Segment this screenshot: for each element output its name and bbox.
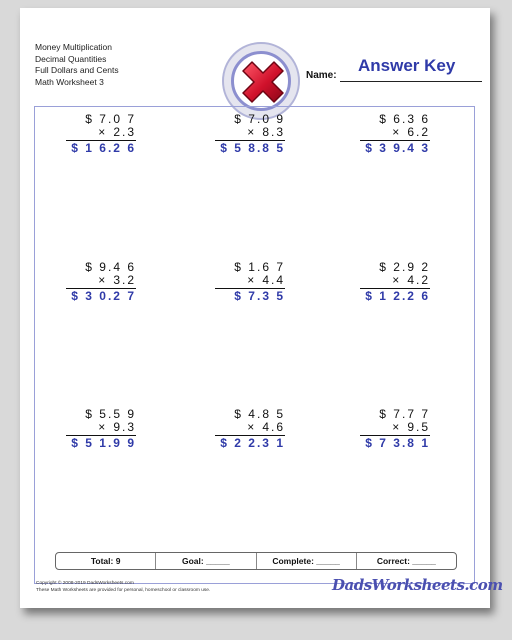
answer: $ 1 2.2 6: [365, 289, 430, 303]
multiplicand: $ 4.8 5: [234, 407, 285, 421]
multiplier-row: [66, 126, 136, 141]
name-underline: [340, 81, 482, 82]
dadsworksheets-logo: DadsWorksheets.com: [332, 576, 503, 594]
answer: $ 3 0.2 7: [71, 289, 136, 303]
complete-cell: Complete: _____: [257, 553, 357, 569]
problem-5: [215, 261, 285, 304]
problem-2: [215, 113, 285, 156]
name-field: [306, 56, 484, 82]
multiplier: 2.3: [113, 125, 136, 139]
multiplier-row: [215, 421, 285, 436]
multiplicand: $ 2.9 2: [379, 260, 430, 274]
total-cell: Total: 9: [56, 553, 156, 569]
multiplier: 4.4: [262, 273, 285, 287]
multiplier: 4.6: [262, 420, 285, 434]
multiplier: 3.2: [113, 273, 136, 287]
copyright-line: These Math Worksheets are provided for personal, homeschool or classroom use.: [36, 587, 211, 593]
score-footer: [55, 552, 457, 570]
title-line: Full Dollars and Cents: [35, 65, 119, 75]
multiply-operator: ×: [98, 273, 106, 287]
multiply-operator: ×: [392, 125, 400, 139]
answer: $ 5 1.9 9: [71, 436, 136, 450]
problem-9: [360, 408, 430, 451]
multiplicand: $ 9.4 6: [85, 260, 136, 274]
multiplier: 6.2: [407, 125, 430, 139]
title-line: Math Worksheet 3: [35, 76, 104, 87]
multiplier: 8.3: [262, 125, 285, 139]
multiply-operator: ×: [247, 420, 255, 434]
multiply-operator: ×: [247, 273, 255, 287]
multiplier: 9.3: [113, 420, 136, 434]
answer: $ 1 6.2 6: [71, 141, 136, 155]
title-line: Decimal Quantities: [35, 53, 107, 64]
worksheet-title: [35, 42, 119, 88]
multiplier-row: [66, 274, 136, 289]
multiplier-row: [360, 274, 430, 289]
multiplicand: $ 6.3 6: [379, 112, 430, 126]
multiplier-row: [360, 421, 430, 436]
problem-8: [215, 408, 285, 451]
problem-3: [360, 113, 430, 156]
answer: $ 2 2.3 1: [220, 436, 285, 450]
goal-cell: Goal: _____: [156, 553, 256, 569]
multiplicand: $ 7.0 9: [234, 112, 285, 126]
problem-7: [66, 408, 136, 451]
multiply-operator: ×: [247, 125, 255, 139]
red-x-icon: [237, 56, 289, 108]
multiplier-row: [360, 126, 430, 141]
multiplier: 4.2: [407, 273, 430, 287]
worksheet-page: [20, 8, 503, 608]
title-line: Money Multiplication: [35, 42, 113, 52]
answer: $ 3 9.4 3: [365, 141, 430, 155]
copyright-line: Copyright © 2008-2019 DadsWorksheets.com: [36, 581, 134, 586]
problem-6: [360, 261, 430, 304]
copyright-notice: [36, 581, 210, 594]
multiply-operator: ×: [98, 420, 106, 434]
multiplier-row: [215, 274, 285, 289]
multiplicand: $ 1.6 7: [234, 260, 285, 274]
multiplicand: $ 7.0 7: [85, 112, 136, 126]
multiplier-row: [215, 126, 285, 141]
multiplicand: $ 5.5 9: [85, 407, 136, 421]
correct-cell: Correct: _____: [376, 556, 436, 566]
problems-frame: [34, 106, 475, 584]
problem-4: [66, 261, 136, 304]
answer: $ 5 8.8 5: [220, 141, 285, 155]
multiplier-row: [66, 421, 136, 436]
multiplicand: $ 7.7 7: [379, 407, 430, 421]
multiplier: 9.5: [407, 420, 430, 434]
answer: $ 7 3.8 1: [365, 436, 430, 450]
problem-1: [66, 113, 136, 156]
answer-key-label: Answer Key: [358, 56, 456, 75]
multiply-operator: ×: [392, 420, 400, 434]
name-label: Name:: [306, 70, 337, 81]
multiply-operator: ×: [98, 125, 106, 139]
answer: $ 7.3 5: [234, 289, 285, 303]
multiply-operator: ×: [392, 273, 400, 287]
